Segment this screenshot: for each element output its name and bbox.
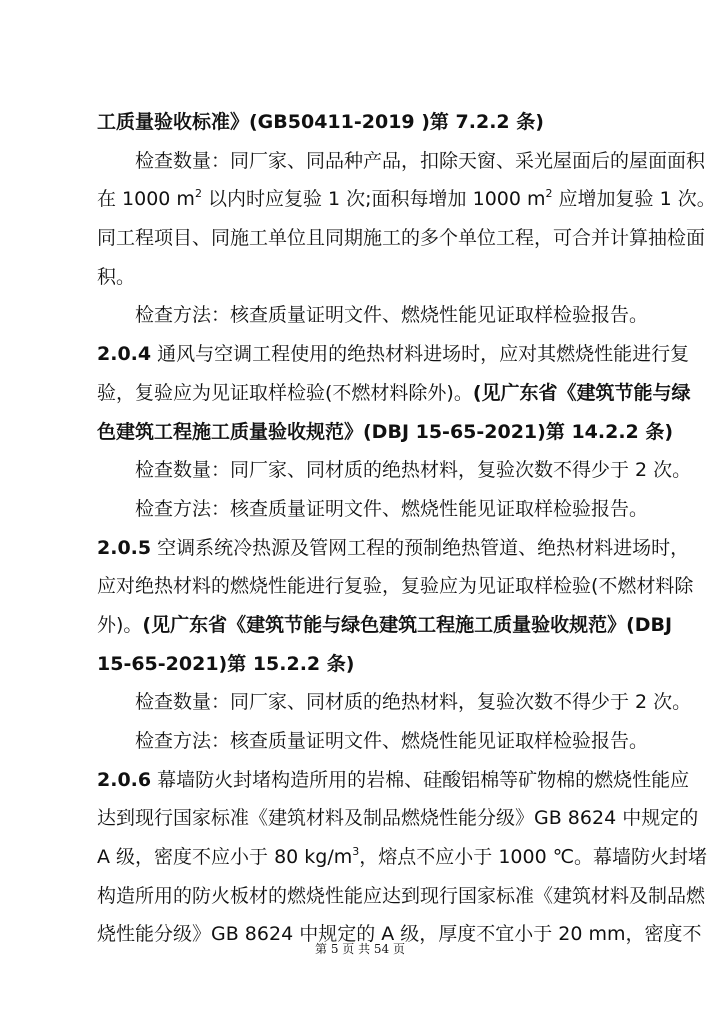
- page-footer: 第 5 页 共 54 页: [315, 942, 405, 956]
- text-line: [97, 142, 706, 181]
- text-line: [97, 683, 692, 722]
- text-line: [97, 838, 708, 877]
- text-line: [97, 722, 649, 761]
- text-line: [97, 567, 694, 606]
- bold-text: (见广东省《建筑节能与绿: [472, 381, 691, 404]
- text-line: [97, 799, 699, 838]
- text-span: 检查方法：核查质量证明文件、燃烧性能见证取样检验报告。: [135, 304, 649, 327]
- text-line: [97, 180, 716, 219]
- text-line: [97, 645, 645, 684]
- text-line: [97, 296, 649, 335]
- bold-text: 工质量验收标准》(GB50411-2019 )第 7.2.2 条): [97, 111, 544, 133]
- text-line: [97, 877, 706, 916]
- bold-text: 2.0.6: [97, 768, 152, 791]
- text-span: 在 1000 m: [97, 188, 195, 211]
- text-span: ，熔点不应小于 1000 ℃。幕墙防火封堵: [359, 846, 708, 869]
- text-span: 构造所用的防火板材的燃烧性能应达到现行国家标准《建筑材料及制品燃: [97, 884, 706, 907]
- text-span: 积。: [97, 265, 136, 288]
- superscript: 2: [194, 187, 202, 201]
- text-span: 通风与空调工程使用的绝热材料进场时，应对其燃烧性能进行复: [151, 343, 690, 366]
- text-span: A 级，密度不应小于 80 kg/m: [97, 846, 353, 869]
- text-line: [97, 374, 691, 413]
- text-line: [97, 103, 645, 142]
- text-span: 达到现行国家标准《建筑材料及制品燃烧性能分级》GB 8624 中规定的: [97, 807, 699, 830]
- text-span: 应对绝热材料的燃烧性能进行复验，复验应为见证取样检验(不燃材料除: [97, 575, 694, 598]
- text-line: [97, 606, 673, 645]
- text-line: [97, 219, 706, 258]
- text-span: 检查数量：同厂家、同材质的绝热材料，复验次数不得少于 2 次。: [135, 691, 692, 714]
- text-line: [97, 335, 690, 374]
- text-span: 检查数量：同厂家、同材质的绝热材料，复验次数不得少于 2 次。: [135, 459, 692, 482]
- text-span: 烧性能分级》GB 8624 中规定的 A 级，厚度不宜小于 20 mm，密度不: [97, 923, 702, 946]
- text-line: [97, 529, 690, 568]
- bold-text: 色建筑工程施工质量验收规范》(DBJ 15-65-2021)第 14.2.2 条): [97, 420, 674, 443]
- text-line: [97, 761, 690, 800]
- text-span: 幕墙防火封堵构造所用的岩棉、硅酸铝棉等矿物棉的燃烧性能应: [151, 768, 690, 791]
- text-span: 检查方法：核查质量证明文件、燃烧性能见证取样检验报告。: [135, 730, 649, 752]
- text-span: 同工程项目、同施工单位且同期施工的多个单位工程，可合并计算抽检面: [97, 227, 706, 250]
- text-span: 应增加复验 1 次。: [552, 188, 716, 211]
- text-span: 检查数量：同厂家、同品种产品，扣除天窗、采光屋面后的屋面面积: [135, 149, 706, 172]
- text-span: 空调系统冷热源及管网工程的预制绝热管道、绝热材料进场时，: [151, 536, 690, 559]
- text-span: 验，复验应为见证取样检验(不燃材料除外)。: [97, 381, 473, 404]
- superscript: 3: [352, 845, 360, 859]
- text-line: [97, 258, 645, 297]
- document-body: [97, 103, 716, 954]
- bold-text: 2.0.4: [97, 343, 152, 366]
- text-span: 检查方法：核查质量证明文件、燃烧性能见证取样检验报告。: [135, 497, 649, 520]
- bold-text: 15-65-2021)第 15.2.2 条): [97, 652, 355, 675]
- text-span: 外)。: [97, 613, 143, 636]
- text-line: [97, 413, 674, 452]
- text-line: [97, 490, 649, 529]
- superscript: 2: [545, 187, 553, 201]
- bold-text: (见广东省《建筑节能与绿色建筑工程施工质量验收规范》(DBJ: [142, 613, 673, 636]
- text-line: [97, 451, 692, 490]
- bold-text: 2.0.5: [97, 536, 152, 559]
- text-span: 以内时应复验 1 次;面积每增加 1000 m: [201, 188, 546, 211]
